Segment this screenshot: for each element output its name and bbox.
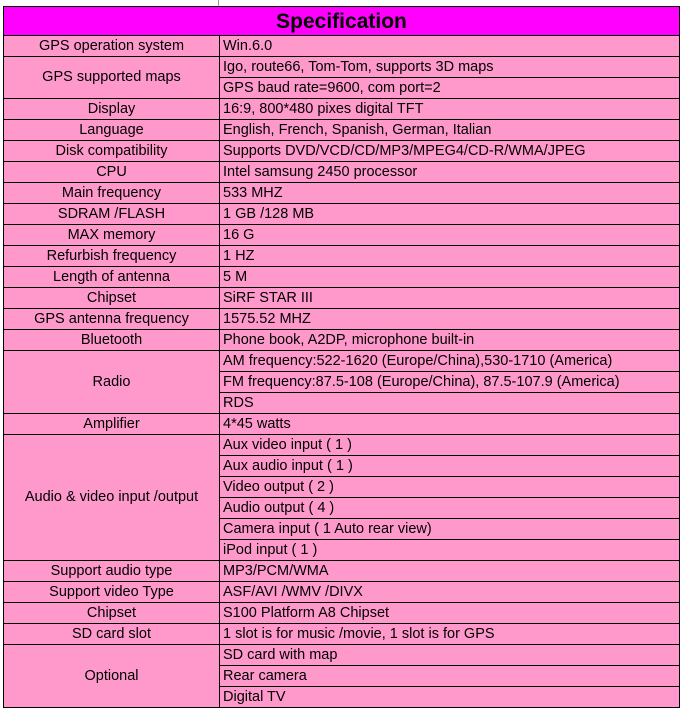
spec-label: Main frequency [4, 183, 220, 204]
table-row [4, 435, 680, 456]
title-row [4, 7, 680, 36]
table-row [4, 141, 680, 162]
spec-label: Support video Type [4, 582, 220, 603]
spec-label: Refurbish frequency [4, 246, 220, 267]
table-row [4, 204, 680, 225]
spec-value: SD card with map [220, 645, 680, 666]
spec-value: 1 slot is for music /movie, 1 slot is for GPS [220, 624, 680, 645]
spec-value: 1575.52 MHZ [220, 309, 680, 330]
spec-label: Amplifier [4, 414, 220, 435]
spec-label: SDRAM /FLASH [4, 204, 220, 225]
table-row [4, 624, 680, 645]
spec-label: GPS antenna frequency [4, 309, 220, 330]
table-row [4, 351, 680, 372]
spec-value: Audio output ( 4 ) [220, 498, 680, 519]
spec-value: Phone book, A2DP, microphone built-in [220, 330, 680, 351]
specification-table [3, 6, 680, 708]
spec-label: Length of antenna [4, 267, 220, 288]
table-row [4, 57, 680, 78]
spec-label: Disk compatibility [4, 141, 220, 162]
spec-value: 533 MHZ [220, 183, 680, 204]
spec-label: GPS supported maps [4, 57, 220, 99]
spec-value: Igo, route66, Tom-Tom, supports 3D maps [220, 57, 680, 78]
spec-value: Win.6.0 [220, 36, 680, 57]
spec-value: English, French, Spanish, German, Italian [220, 120, 680, 141]
table-row [4, 582, 680, 603]
spec-label: Audio & video input /output [4, 435, 220, 561]
spec-value: Rear camera [220, 666, 680, 687]
spec-value: Digital TV [220, 687, 680, 708]
table-row [4, 330, 680, 351]
spec-value: Video output ( 2 ) [220, 477, 680, 498]
spec-value: 16 G [220, 225, 680, 246]
spec-label: CPU [4, 162, 220, 183]
spec-value: MP3/PCM/WMA [220, 561, 680, 582]
table-row [4, 99, 680, 120]
spec-label: Bluetooth [4, 330, 220, 351]
table-row [4, 36, 680, 57]
spec-value: AM frequency:522-1620 (Europe/China),530-1710 (America) [220, 351, 680, 372]
spec-value: ASF/AVI /WMV /DIVX [220, 582, 680, 603]
table-row [4, 288, 680, 309]
table-row [4, 561, 680, 582]
table-row [4, 225, 680, 246]
table-row [4, 603, 680, 624]
table-row [4, 414, 680, 435]
spec-label: Radio [4, 351, 220, 414]
spec-label: SD card slot [4, 624, 220, 645]
spec-label: Display [4, 99, 220, 120]
spec-label: Chipset [4, 288, 220, 309]
spec-label: Chipset [4, 603, 220, 624]
spec-value: Supports DVD/VCD/CD/MP3/MPEG4/CD-R/WMA/JPEG [220, 141, 680, 162]
spec-value: Intel samsung 2450 processor [220, 162, 680, 183]
table-row [4, 309, 680, 330]
spec-value: Aux video input ( 1 ) [220, 435, 680, 456]
spec-value: GPS baud rate=9600, com port=2 [220, 78, 680, 99]
spec-value: 1 GB /128 MB [220, 204, 680, 225]
spec-value: Aux audio input ( 1 ) [220, 456, 680, 477]
spec-value: Camera input ( 1 Auto rear view) [220, 519, 680, 540]
table-row [4, 246, 680, 267]
spec-value: RDS [220, 393, 680, 414]
spec-value: 16:9, 800*480 pixes digital TFT [220, 99, 680, 120]
spec-value: 1 HZ [220, 246, 680, 267]
spec-label: Support audio type [4, 561, 220, 582]
table-title: Specification [4, 7, 680, 36]
spec-value: iPod input ( 1 ) [220, 540, 680, 561]
spec-value: S100 Platform A8 Chipset [220, 603, 680, 624]
spec-value: SiRF STAR III [220, 288, 680, 309]
table-row [4, 162, 680, 183]
spec-label: Optional [4, 645, 220, 708]
table-row [4, 120, 680, 141]
spec-value: FM frequency:87.5-108 (Europe/China), 87.5-107.9 (America) [220, 372, 680, 393]
spec-value: 4*45 watts [220, 414, 680, 435]
spec-value: 5 M [220, 267, 680, 288]
spec-label: MAX memory [4, 225, 220, 246]
table-row [4, 645, 680, 666]
spec-label: Language [4, 120, 220, 141]
spec-label: GPS operation system [4, 36, 220, 57]
table-row [4, 267, 680, 288]
table-row [4, 183, 680, 204]
